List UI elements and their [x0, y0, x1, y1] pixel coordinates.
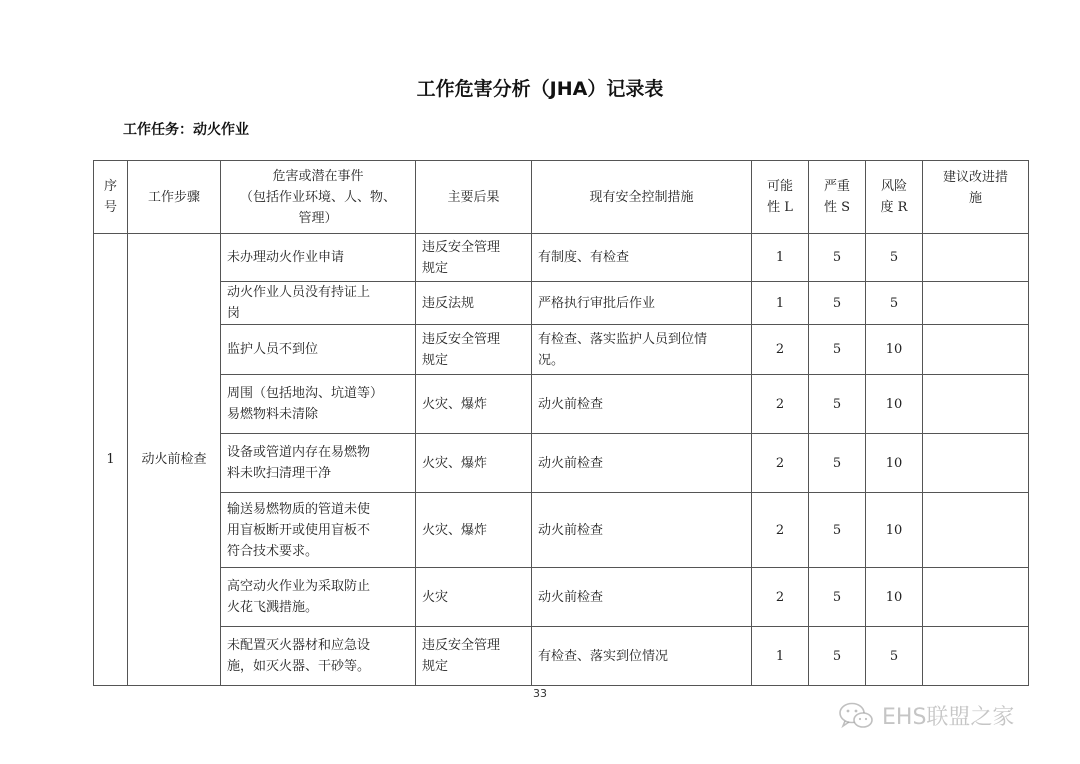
hazard-cell: 周围（包括地沟、坑道等） 易燃物料未清除 [221, 375, 416, 434]
header-row [94, 161, 1029, 234]
watermark [838, 700, 1014, 731]
header-likelihood: 可能 性 L [752, 161, 809, 234]
likelihood-cell: 2 [752, 325, 809, 375]
risk-cell: 5 [866, 627, 923, 686]
jha-table [93, 160, 1029, 686]
risk-cell: 5 [866, 234, 923, 282]
header-seq: 序 号 [94, 161, 128, 234]
hazard-cell: 设备或管道内存在易燃物 料未吹扫清理干净 [221, 434, 416, 493]
consequence-cell: 火灾、爆炸 [416, 434, 532, 493]
advice-cell [923, 568, 1029, 627]
consequence-cell: 火灾、爆炸 [416, 375, 532, 434]
advice-cell [923, 627, 1029, 686]
hazard-cell: 未办理动火作业申请 [221, 234, 416, 282]
control-cell: 严格执行审批后作业 [532, 282, 752, 325]
control-cell: 有检查、落实到位情况 [532, 627, 752, 686]
risk-cell: 10 [866, 325, 923, 375]
advice-cell [923, 234, 1029, 282]
page-number: 33 [533, 687, 547, 700]
likelihood-cell: 1 [752, 234, 809, 282]
consequence-cell: 违反安全管理 规定 [416, 234, 532, 282]
severity-cell: 5 [809, 234, 866, 282]
task-label: 工作任务：动火作业 [123, 122, 249, 138]
table-row [94, 568, 1029, 627]
likelihood-cell: 2 [752, 375, 809, 434]
severity-cell: 5 [809, 568, 866, 627]
header-risk: 风险 度 R [866, 161, 923, 234]
risk-cell: 10 [866, 493, 923, 568]
control-cell: 动火前检查 [532, 434, 752, 493]
table-row [94, 282, 1029, 325]
hazard-cell: 监护人员不到位 [221, 325, 416, 375]
table-row [94, 434, 1029, 493]
consequence-cell: 火灾 [416, 568, 532, 627]
consequence-cell: 火灾、爆炸 [416, 493, 532, 568]
consequence-cell: 违反安全管理 规定 [416, 325, 532, 375]
consequence-cell: 违反安全管理 规定 [416, 627, 532, 686]
risk-cell: 10 [866, 568, 923, 627]
header-advice: 建议改进措 施 [923, 161, 1029, 234]
advice-cell [923, 493, 1029, 568]
hazard-cell: 动火作业人员没有持证上 岗 [221, 282, 416, 325]
table-row [94, 493, 1029, 568]
severity-cell: 5 [809, 493, 866, 568]
header-consequence: 主要后果 [416, 161, 532, 234]
likelihood-cell: 2 [752, 434, 809, 493]
severity-cell: 5 [809, 325, 866, 375]
page-title: 工作危害分析（JHA）记录表 [416, 78, 664, 100]
consequence-cell: 违反法规 [416, 282, 532, 325]
hazard-cell: 未配置灭火器材和应急设 施，如灭火器、干砂等。 [221, 627, 416, 686]
header-hazard: 危害或潜在事件 （包括作业环境、人、物、 管理） [221, 161, 416, 234]
header-severity: 严重 性 S [809, 161, 866, 234]
control-cell: 动火前检查 [532, 493, 752, 568]
severity-cell: 5 [809, 434, 866, 493]
severity-cell: 5 [809, 375, 866, 434]
likelihood-cell: 2 [752, 493, 809, 568]
likelihood-cell: 2 [752, 568, 809, 627]
control-cell: 有检查、落实监护人员到位情 况。 [532, 325, 752, 375]
table-row [94, 234, 1029, 282]
severity-cell: 5 [809, 282, 866, 325]
severity-cell: 5 [809, 627, 866, 686]
control-cell: 有制度、有检查 [532, 234, 752, 282]
group-step: 动火前检查 [128, 234, 221, 686]
risk-cell: 10 [866, 375, 923, 434]
header-step: 工作步骤 [128, 161, 221, 234]
risk-cell: 5 [866, 282, 923, 325]
table-row [94, 627, 1029, 686]
table-row [94, 325, 1029, 375]
likelihood-cell: 1 [752, 282, 809, 325]
header-control: 现有安全控制措施 [532, 161, 752, 234]
table-row [94, 375, 1029, 434]
wechat-icon [838, 701, 874, 731]
advice-cell [923, 325, 1029, 375]
watermark-text: EHS联盟之家 [882, 705, 1015, 730]
group-seq: 1 [94, 234, 128, 686]
control-cell: 动火前检查 [532, 568, 752, 627]
advice-cell [923, 434, 1029, 493]
likelihood-cell: 1 [752, 627, 809, 686]
hazard-cell: 高空动火作业为采取防止 火花飞溅措施。 [221, 568, 416, 627]
advice-cell [923, 282, 1029, 325]
hazard-cell: 输送易燃物质的管道未使 用盲板断开或使用盲板不 符合技术要求。 [221, 493, 416, 568]
control-cell: 动火前检查 [532, 375, 752, 434]
advice-cell [923, 375, 1029, 434]
risk-cell: 10 [866, 434, 923, 493]
